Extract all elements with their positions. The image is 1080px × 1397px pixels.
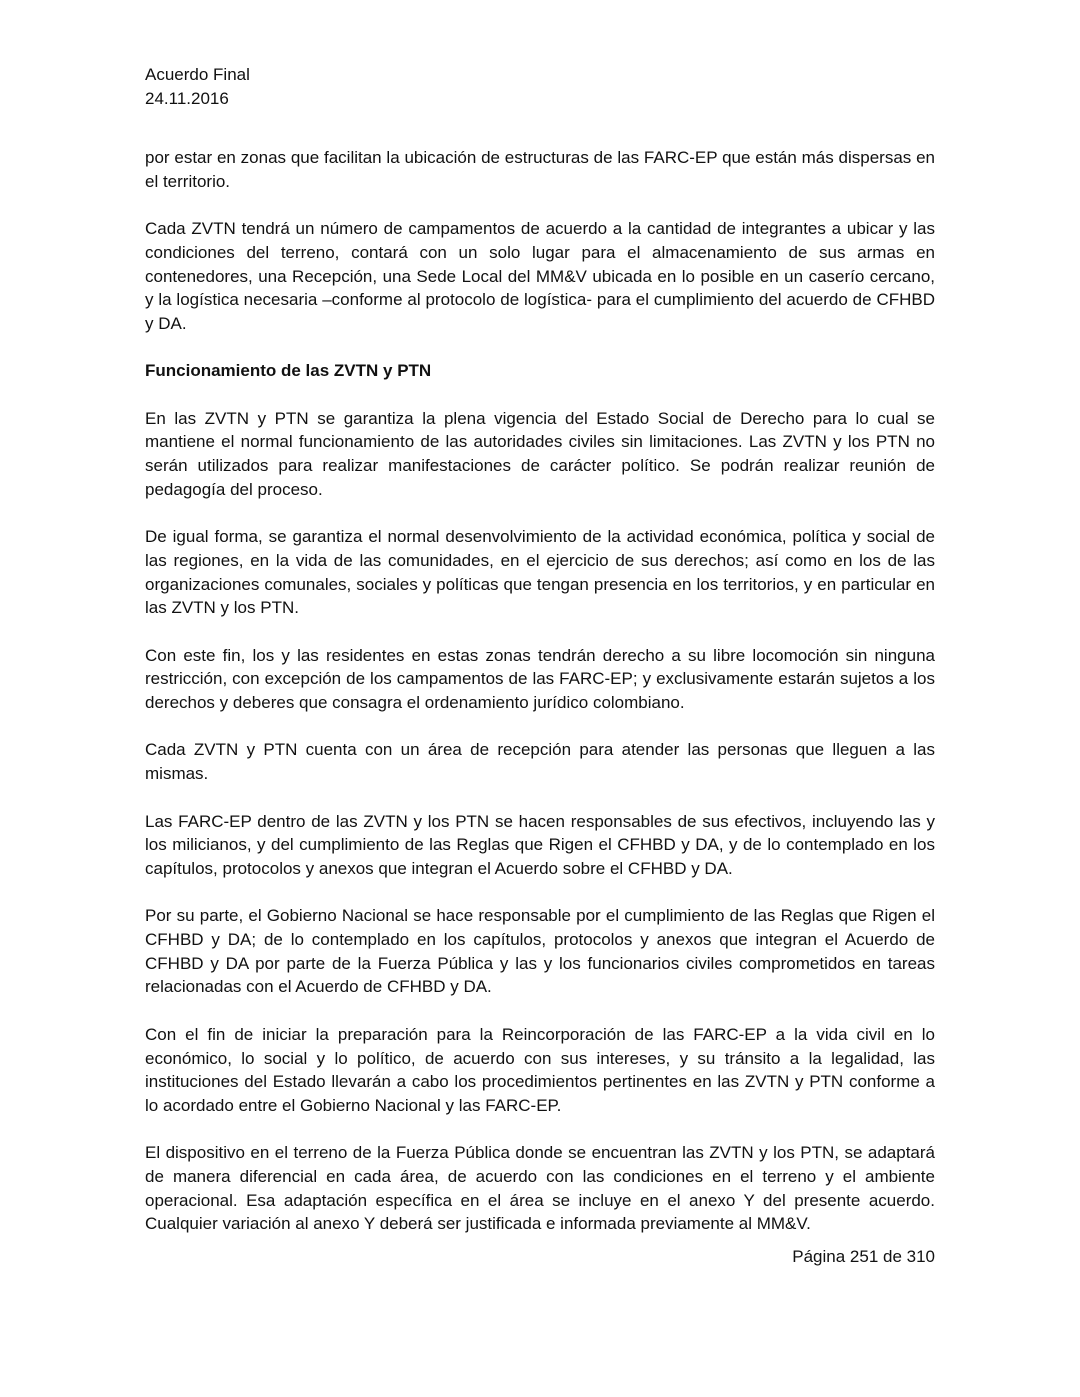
page-number: Página 251 de 310 — [792, 1247, 935, 1266]
page-header — [145, 63, 250, 111]
paragraph: Por su parte, el Gobierno Nacional se hace responsable por el cumplimiento de las Reglas que Rigen el CFHBD y DA; de lo contemplado en los capítulos, protocolos y anexos que integran el Acuerdo de CFHBD y DA por parte de la Fuerza Pública y las y los funcionarios civiles comprometidos en tareas relacionadas con el Acuerdo de CFHBD y DA. — [145, 906, 935, 997]
document-body — [145, 146, 935, 1260]
paragraph: Cada ZVTN tendrá un número de campamentos de acuerdo a la cantidad de integrantes a ubicar y las condiciones del terreno, contará con un solo lugar para el almacenamiento de sus armas en contenedores, una Recepción, una Sede Local del MM&V ubicada en lo posible en un caserío cercano, y la logística necesaria –conforme al protocolo de logística- para el cumplimiento del acuerdo de CFHBD y DA. — [145, 219, 935, 333]
document-title: Acuerdo Final — [145, 65, 250, 84]
paragraph: Con este fin, los y las residentes en estas zonas tendrán derecho a su libre locomoción sin ninguna restricción, con excepción de los campamentos de las FARC-EP; y exclusivamente estarán sujetos a los derechos y deberes que consagra el ordenamiento jurídico colombiano. — [145, 645, 935, 713]
document-date: 24.11.2016 — [145, 89, 229, 108]
section-heading: Funcionamiento de las ZVTN y PTN — [145, 361, 432, 381]
paragraph: por estar en zonas que facilitan la ubicación de estructuras de las FARC-EP que están más dispersas en el territorio. — [145, 148, 935, 191]
paragraph: Cada ZVTN y PTN cuenta con un área de recepción para atender las personas que lleguen a las mismas. — [145, 740, 935, 784]
paragraph: Con el fin de iniciar la preparación para la Reincorporación de las FARC-EP a la vida civil en lo económico, lo social y lo político, de acuerdo con sus intereses, y su tránsito a la legalidad, las instituciones del Estado llevarán a cabo los procedimientos pertinentes en las ZVTN y PTN conforme a lo acordado entre el Gobierno Nacional y las FARC-EP. — [145, 1024, 935, 1115]
paragraph: En las ZVTN y PTN se garantiza la plena vigencia del Estado Social de Derecho para lo cual se mantiene el normal funcionamiento de las autoridades civiles sin limitaciones. Las ZVTN y los PTN no serán utilizados para realizar manifestaciones de carácter político. Se podrán realizar reunión de pedagogía del proceso. — [145, 408, 935, 499]
paragraph: El dispositivo en el terreno de la Fuerza Pública donde se encuentran las ZVTN y los PTN, se adaptará de manera diferencial en cada área, de acuerdo con las condiciones en el terreno y el ambiente operacional. Esa adaptación específica en el área se incluye en el anexo Y del presente acuerdo. Cualquier variación al anexo Y deberá ser justificada e informada previamente al MM&V. — [145, 1143, 935, 1234]
paragraph: De igual forma, se garantiza el normal desenvolvimiento de la actividad económica, política y social de las regiones, en la vida de las comunidades, en el ejercicio de sus derechos; así como en los de las organizaciones comunales, sociales y políticas que tengan presencia en los territorios, y en particular en las ZVTN y los PTN. — [145, 527, 935, 618]
paragraph: Las FARC-EP dentro de las ZVTN y los PTN se hacen responsables de sus efectivos, incluyendo las y los milicianos, y del cumplimiento de las Reglas que Rigen el CFHBD y DA, y de lo contemplado en los capítulos, protocolos y anexos que integran el Acuerdo sobre el CFHBD y DA. — [145, 811, 935, 878]
